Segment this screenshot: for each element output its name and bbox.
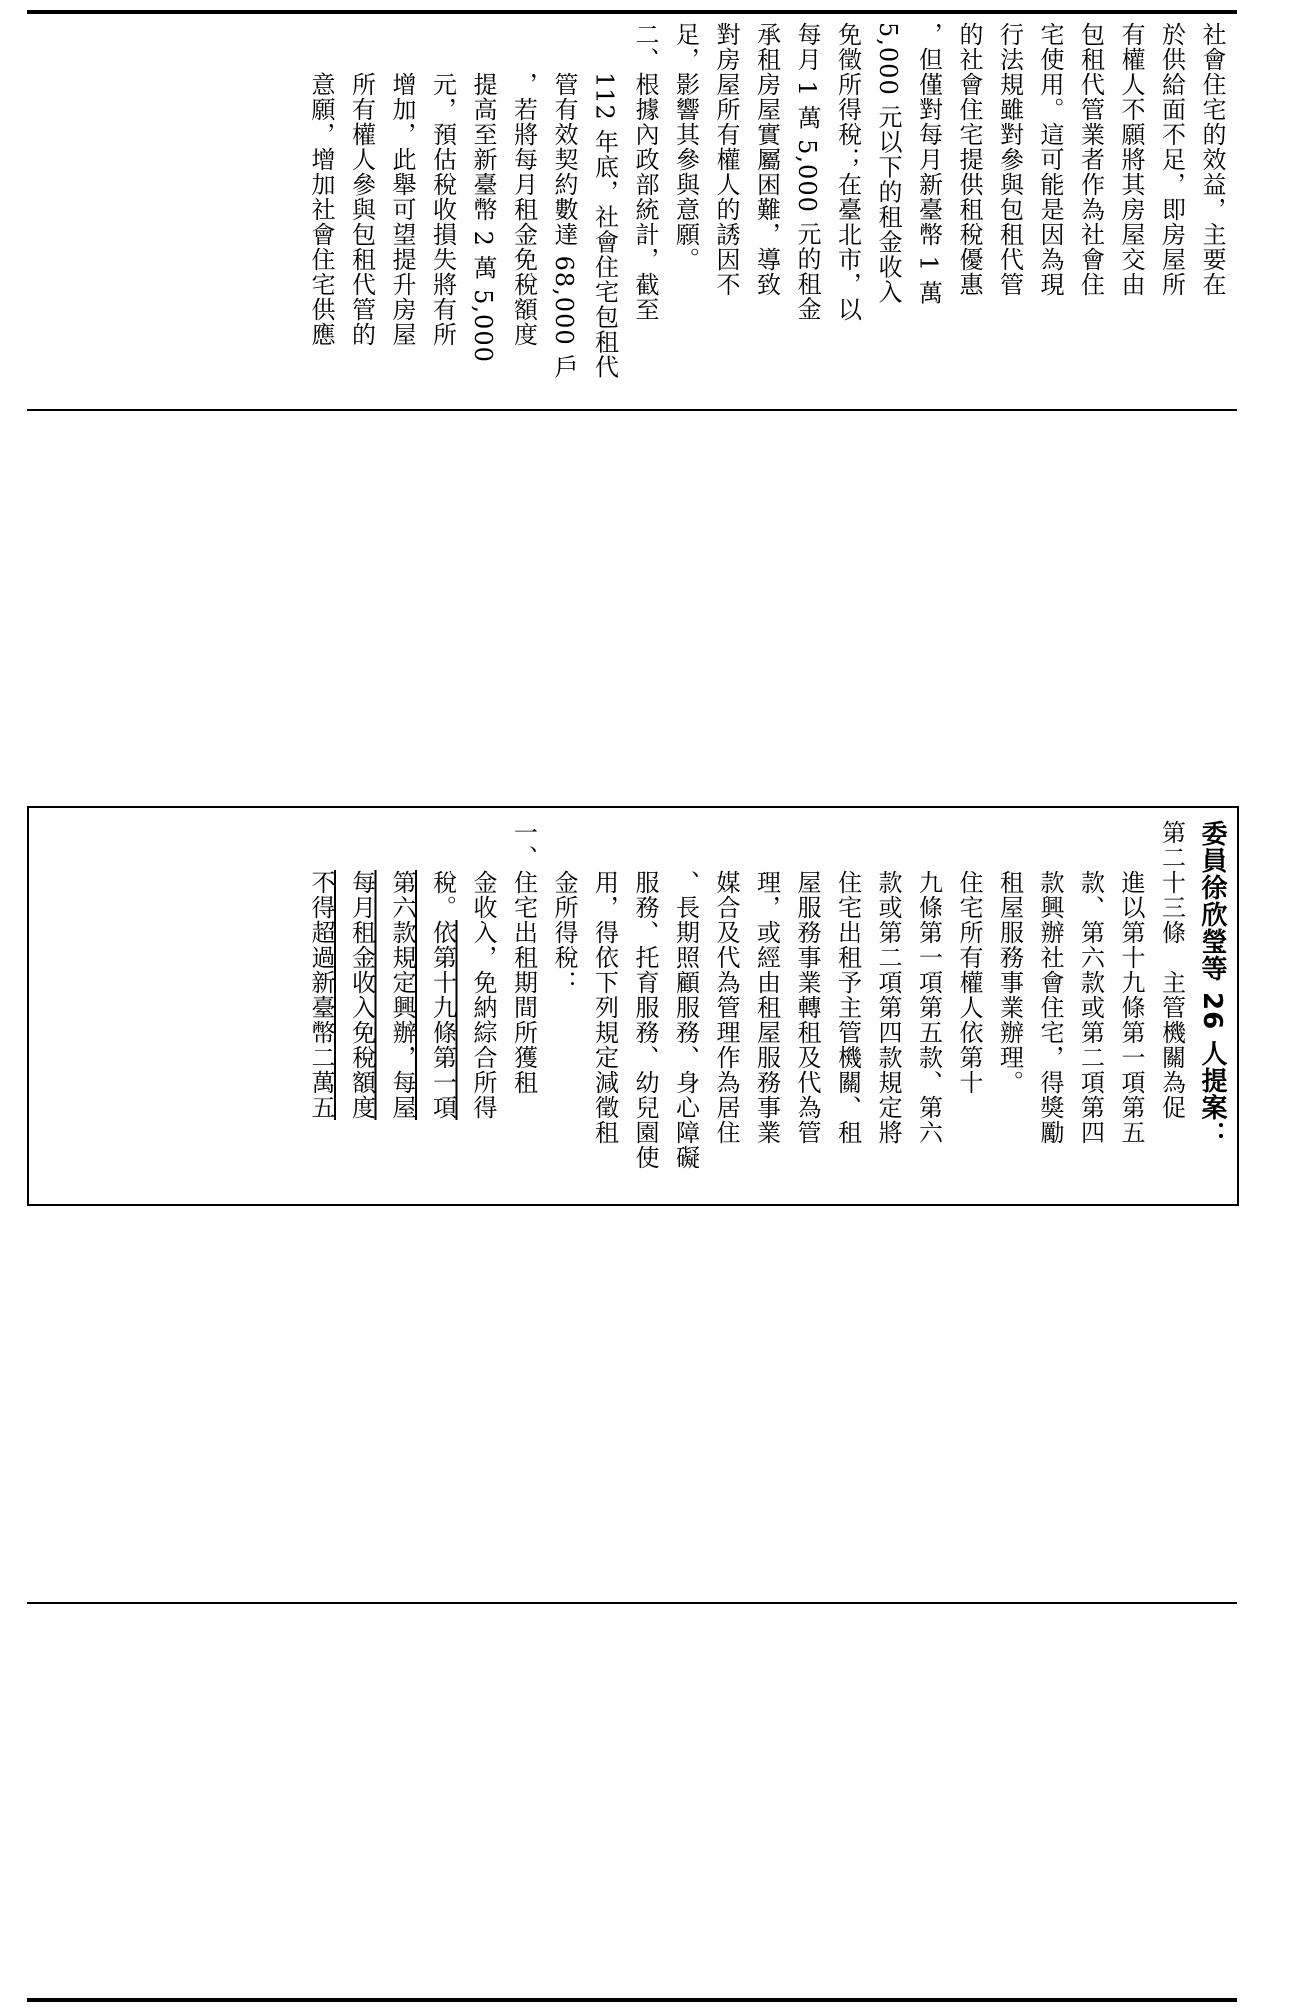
bottom-rule <box>27 1998 1237 2002</box>
proposal-underlined-lines <box>301 820 423 1200</box>
reasons-line: 宅使用。這可能是因為現 <box>1036 22 1064 297</box>
proposal-line: 媒合及代為管理作為居住 <box>712 820 740 1145</box>
proposal-line: 理，或經由租屋服務事業 <box>752 820 781 1145</box>
amended-line-text: 不得超過新臺幣二萬五 <box>307 870 335 1120</box>
proposal-line: 租屋服務事業辦理。 <box>995 820 1024 1095</box>
reasons-line: 有權人不願將其房屋交由 <box>1117 22 1145 297</box>
proposal-line: 進以第十九條第一項第五 <box>1117 820 1145 1145</box>
reasons-line: ，但僅對每月新臺幣 1 萬 <box>914 22 943 306</box>
reasons-line: 行法規雖對參與包租代管 <box>995 22 1024 297</box>
proposal-line: 住宅出租予主管機關、租 <box>833 820 862 1145</box>
reasons-line: 元，預估稅收損失將有所 <box>428 22 457 347</box>
reasons-line: 社會住宅的效益，主要在 <box>1198 22 1226 297</box>
proposal-line: 款興辦社會住宅，得獎勵 <box>1036 820 1064 1145</box>
amended-text: 依第十九條第一項 <box>428 920 457 1120</box>
reasons-line: 足，影響其參與意願。 <box>671 22 700 272</box>
amended-line <box>341 820 382 1200</box>
top-rule <box>27 10 1237 14</box>
proposal-line-text: 稅。 <box>428 870 457 920</box>
proposal-line: 第二十三條 主管機關為促 <box>1157 820 1186 1120</box>
rule-2 <box>27 806 1237 808</box>
amended-line <box>301 820 342 1200</box>
reasons-line: 包租代管業者作為社會住 <box>1076 22 1105 297</box>
proposal-line: 、長期照顧服務、身心障礙 <box>671 820 700 1170</box>
rule-1 <box>27 409 1237 411</box>
proposal-line <box>422 820 463 1200</box>
proposal-line: 用，得依下列規定減徵租 <box>590 820 619 1145</box>
right-border <box>1237 806 1239 1206</box>
reasons-line: 二、根據內政部統計，截至 <box>631 22 659 322</box>
proposal-line: 金收入，免納綜合所得 <box>469 820 497 1120</box>
reasons-line: 承租房屋實屬困難，導致 <box>752 22 781 297</box>
proposal-lines <box>463 820 1192 1200</box>
proposal-block <box>301 820 1233 1200</box>
reasons-line: 於供給面不足，即房屋所 <box>1157 22 1186 297</box>
reasons-line: 提高至新臺幣 2 萬 5,000 <box>469 22 497 363</box>
reasons-line: 免徵所得稅；在臺北市，以 <box>833 22 862 322</box>
rule-4 <box>27 1602 1237 1604</box>
proposal-line: 住宅所有權人依第十 <box>955 820 983 1095</box>
proposal-line: 服務、托育服務、幼兒園使 <box>631 820 659 1170</box>
amended-line <box>382 820 423 1200</box>
proposal-line: 屋服務事業轉租及代為管 <box>793 820 821 1145</box>
proposal-heading: 委員徐欣瑩等 26 人提案： <box>1197 820 1227 1149</box>
amended-line-text: 每月租金收入免稅額度 <box>347 870 376 1120</box>
proposal-line: 九條第一項第五款、第六 <box>914 820 943 1145</box>
proposal-line: 金所得稅： <box>550 820 578 995</box>
left-border <box>27 806 29 1206</box>
reasons-line: 112 年底，社會住宅包租代 <box>590 22 619 380</box>
reasons-line: 的社會住宅提供租稅優惠 <box>955 22 983 297</box>
amended-line-text: 第六款規定興辦，每屋 <box>388 870 416 1120</box>
proposal-line: 款、第六款或第二項第四 <box>1076 820 1105 1145</box>
reasons-line: 每月 1 萬 5,000 元的租金 <box>793 22 821 322</box>
rule-3 <box>27 1204 1237 1206</box>
reasons-line: 管有效契約數達 68,000 戶 <box>550 22 578 380</box>
proposal-line: 款或第二項第四款規定將 <box>874 820 902 1145</box>
proposal-line: 一、住宅出租期間所獲租 <box>509 820 538 1095</box>
reasons-line: 5,000 元以下的租金收入 <box>874 22 902 305</box>
reasons-line: 對房屋所有權人的誘因不 <box>712 22 740 297</box>
reasons-line: 意願，增加社會住宅供應 <box>307 22 335 347</box>
reasons-line: ，若將每月租金免稅額度 <box>509 22 538 347</box>
reasons-line: 增加，此舉可望提升房屋 <box>388 22 416 347</box>
reasons-line: 所有權人參與包租代管的 <box>347 22 376 347</box>
reasons-text-block <box>301 22 1233 402</box>
